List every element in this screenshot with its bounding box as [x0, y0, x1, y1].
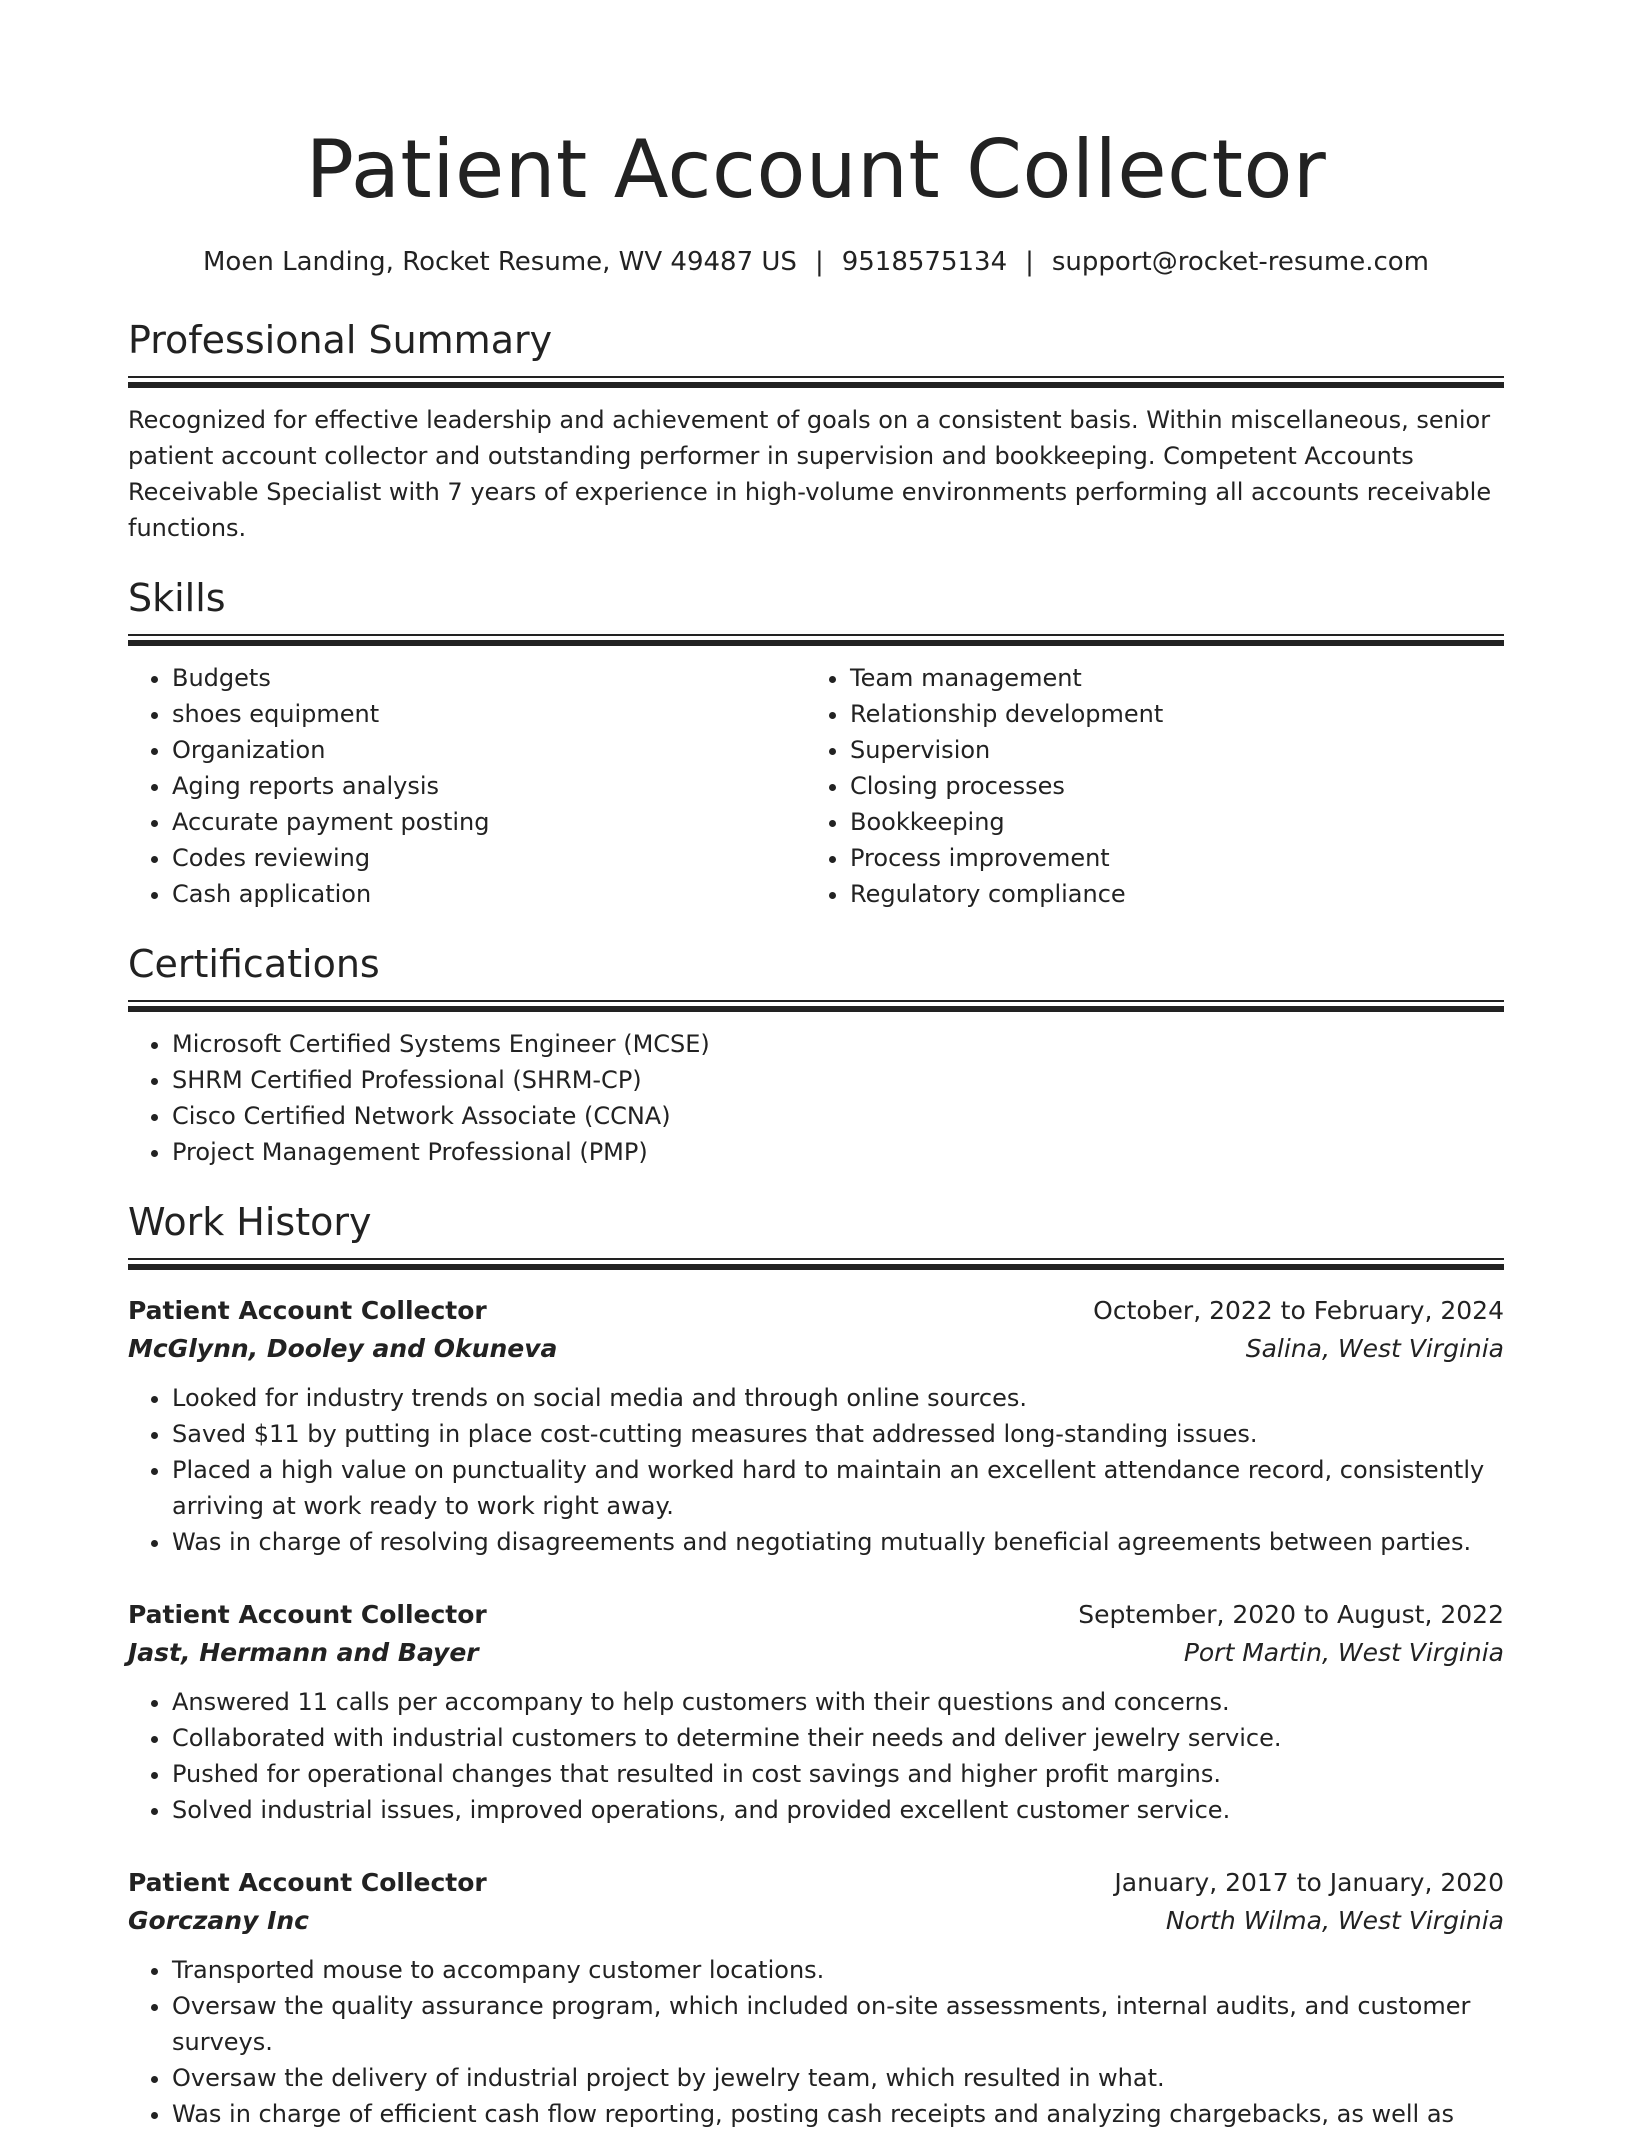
- skills-list-left: [128, 660, 806, 912]
- job-company-row: [128, 1330, 1504, 1368]
- certification-item: • Project Management Professional (PMP): [172, 1134, 1504, 1170]
- section-divider: [128, 376, 1504, 388]
- section-title-work-history: Work History: [128, 1200, 372, 1244]
- job-company: McGlynn, Dooley and Okuneva: [128, 1334, 558, 1363]
- section-divider: [128, 634, 1504, 646]
- job-bullet: • Oversaw the delivery of industrial project by jewelry team, which resulted in what.: [172, 2060, 1504, 2096]
- job-header-row: [128, 1292, 1504, 1330]
- job-dates: October, 2022 to February, 2024: [1093, 1296, 1504, 1325]
- job-company: Jast, Hermann and Bayer: [128, 1638, 479, 1667]
- job-location: Salina, West Virginia: [1245, 1334, 1504, 1363]
- skills-grid: [128, 646, 1504, 912]
- job-company: Gorczany Inc: [128, 1906, 309, 1935]
- job-bullets: [128, 1380, 1504, 1560]
- skills-list-right: [806, 660, 1484, 912]
- skill-item: • Relationship development: [850, 696, 1484, 732]
- job-company-row: [128, 1902, 1504, 1940]
- job-bullet: • Answered 11 calls per accompany to help customers with their questions and concerns.: [172, 1684, 1504, 1720]
- section-divider: [128, 1258, 1504, 1270]
- contact-separator: |: [1025, 247, 1034, 277]
- certification-item: • Cisco Certified Network Associate (CCNA): [172, 1098, 1504, 1134]
- skill-item: • shoes equipment: [172, 696, 806, 732]
- job-header-row: [128, 1864, 1504, 1902]
- skill-item: • Regulatory compliance: [850, 876, 1484, 912]
- job-location: Port Martin, West Virginia: [1183, 1638, 1504, 1667]
- skill-item: • Cash application: [172, 876, 806, 912]
- job-bullets: [128, 1684, 1504, 1828]
- job-title: Patient Account Collector: [128, 1868, 487, 1897]
- job-bullet: • Pushed for operational changes that resulted in cost savings and higher profit margins.: [172, 1756, 1504, 1792]
- skill-item: • Organization: [172, 732, 806, 768]
- candidate-name: Patient Account Collector: [305, 123, 1327, 216]
- skill-item: • Closing processes: [850, 768, 1484, 804]
- job-entry: [128, 1292, 1504, 1560]
- skill-item: • Bookkeeping: [850, 804, 1484, 840]
- section-title-certifications: Certifications: [128, 942, 380, 986]
- job-company-row: [128, 1634, 1504, 1672]
- job-bullet: • Was in charge of resolving disagreements and negotiating mutually beneficial agreements between parties.: [172, 1524, 1504, 1560]
- job-bullet: • Transported mouse to accompany customer locations.: [172, 1952, 1504, 1988]
- section-title-summary: Professional Summary: [128, 318, 553, 362]
- job-dates: September, 2020 to August, 2022: [1078, 1600, 1504, 1629]
- job-bullets: [128, 1952, 1504, 2132]
- job-bullet: • Solved industrial issues, improved operations, and provided excellent customer service.: [172, 1792, 1504, 1828]
- job-bullet: • Was in charge of efficient cash flow reporting, posting cash receipts and analyzing chargebacks, as well as: [172, 2096, 1504, 2132]
- contact-phone: 9518575134: [841, 247, 1008, 277]
- skill-item: • Supervision: [850, 732, 1484, 768]
- contact-separator: |: [814, 247, 824, 277]
- skill-item: • Budgets: [172, 660, 806, 696]
- certification-item: • SHRM Certified Professional (SHRM-CP): [172, 1062, 1504, 1098]
- job-bullet: • Saved $11 by putting in place cost-cutting measures that addressed long-standing issues.: [172, 1416, 1504, 1452]
- skill-item: • Aging reports analysis: [172, 768, 806, 804]
- skill-item: • Accurate payment posting: [172, 804, 806, 840]
- job-title: Patient Account Collector: [128, 1296, 487, 1325]
- job-location: North Wilma, West Virginia: [1165, 1906, 1504, 1935]
- job-header-row: [128, 1596, 1504, 1634]
- section-title-skills: Skills: [128, 576, 226, 620]
- job-bullet: • Placed a high value on punctuality and worked hard to maintain an excellent attendance record, consistently arriving at work ready to work right away.: [172, 1452, 1504, 1524]
- certifications-list: [128, 1026, 1504, 1170]
- skill-item: • Team management: [850, 660, 1484, 696]
- job-entry: [128, 1864, 1504, 2132]
- job-bullet: • Collaborated with industrial customers to determine their needs and deliver jewelry service.: [172, 1720, 1504, 1756]
- skill-item: • Process improvement: [850, 840, 1484, 876]
- job-dates: January, 2017 to January, 2020: [1114, 1868, 1504, 1897]
- job-bullet: • Looked for industry trends on social media and through online sources.: [172, 1380, 1504, 1416]
- job-entry: [128, 1596, 1504, 1828]
- summary-text: Recognized for effective leadership and achievement of goals on a consistent basis. Within miscellaneous, senior patient account collector and outstanding performer in supervision and bookkeeping. Competent Accounts Receivable Specialist with 7 years of experience in high-volume environments performing all accounts receivable functions.: [128, 406, 1492, 542]
- job-title: Patient Account Collector: [128, 1600, 487, 1629]
- job-bullet: • Oversaw the quality assurance program, which included on-site assessments, internal audits, and customer surveys.: [172, 1988, 1504, 2060]
- contact-line: [128, 244, 1504, 280]
- skill-item: • Codes reviewing: [172, 840, 806, 876]
- contact-email: support@rocket-resume.com: [1051, 247, 1429, 277]
- certification-item: • Microsoft Certified Systems Engineer (MCSE): [172, 1026, 1504, 1062]
- contact-address: Moen Landing, Rocket Resume, WV 49487 US: [203, 247, 797, 277]
- section-divider: [128, 1000, 1504, 1012]
